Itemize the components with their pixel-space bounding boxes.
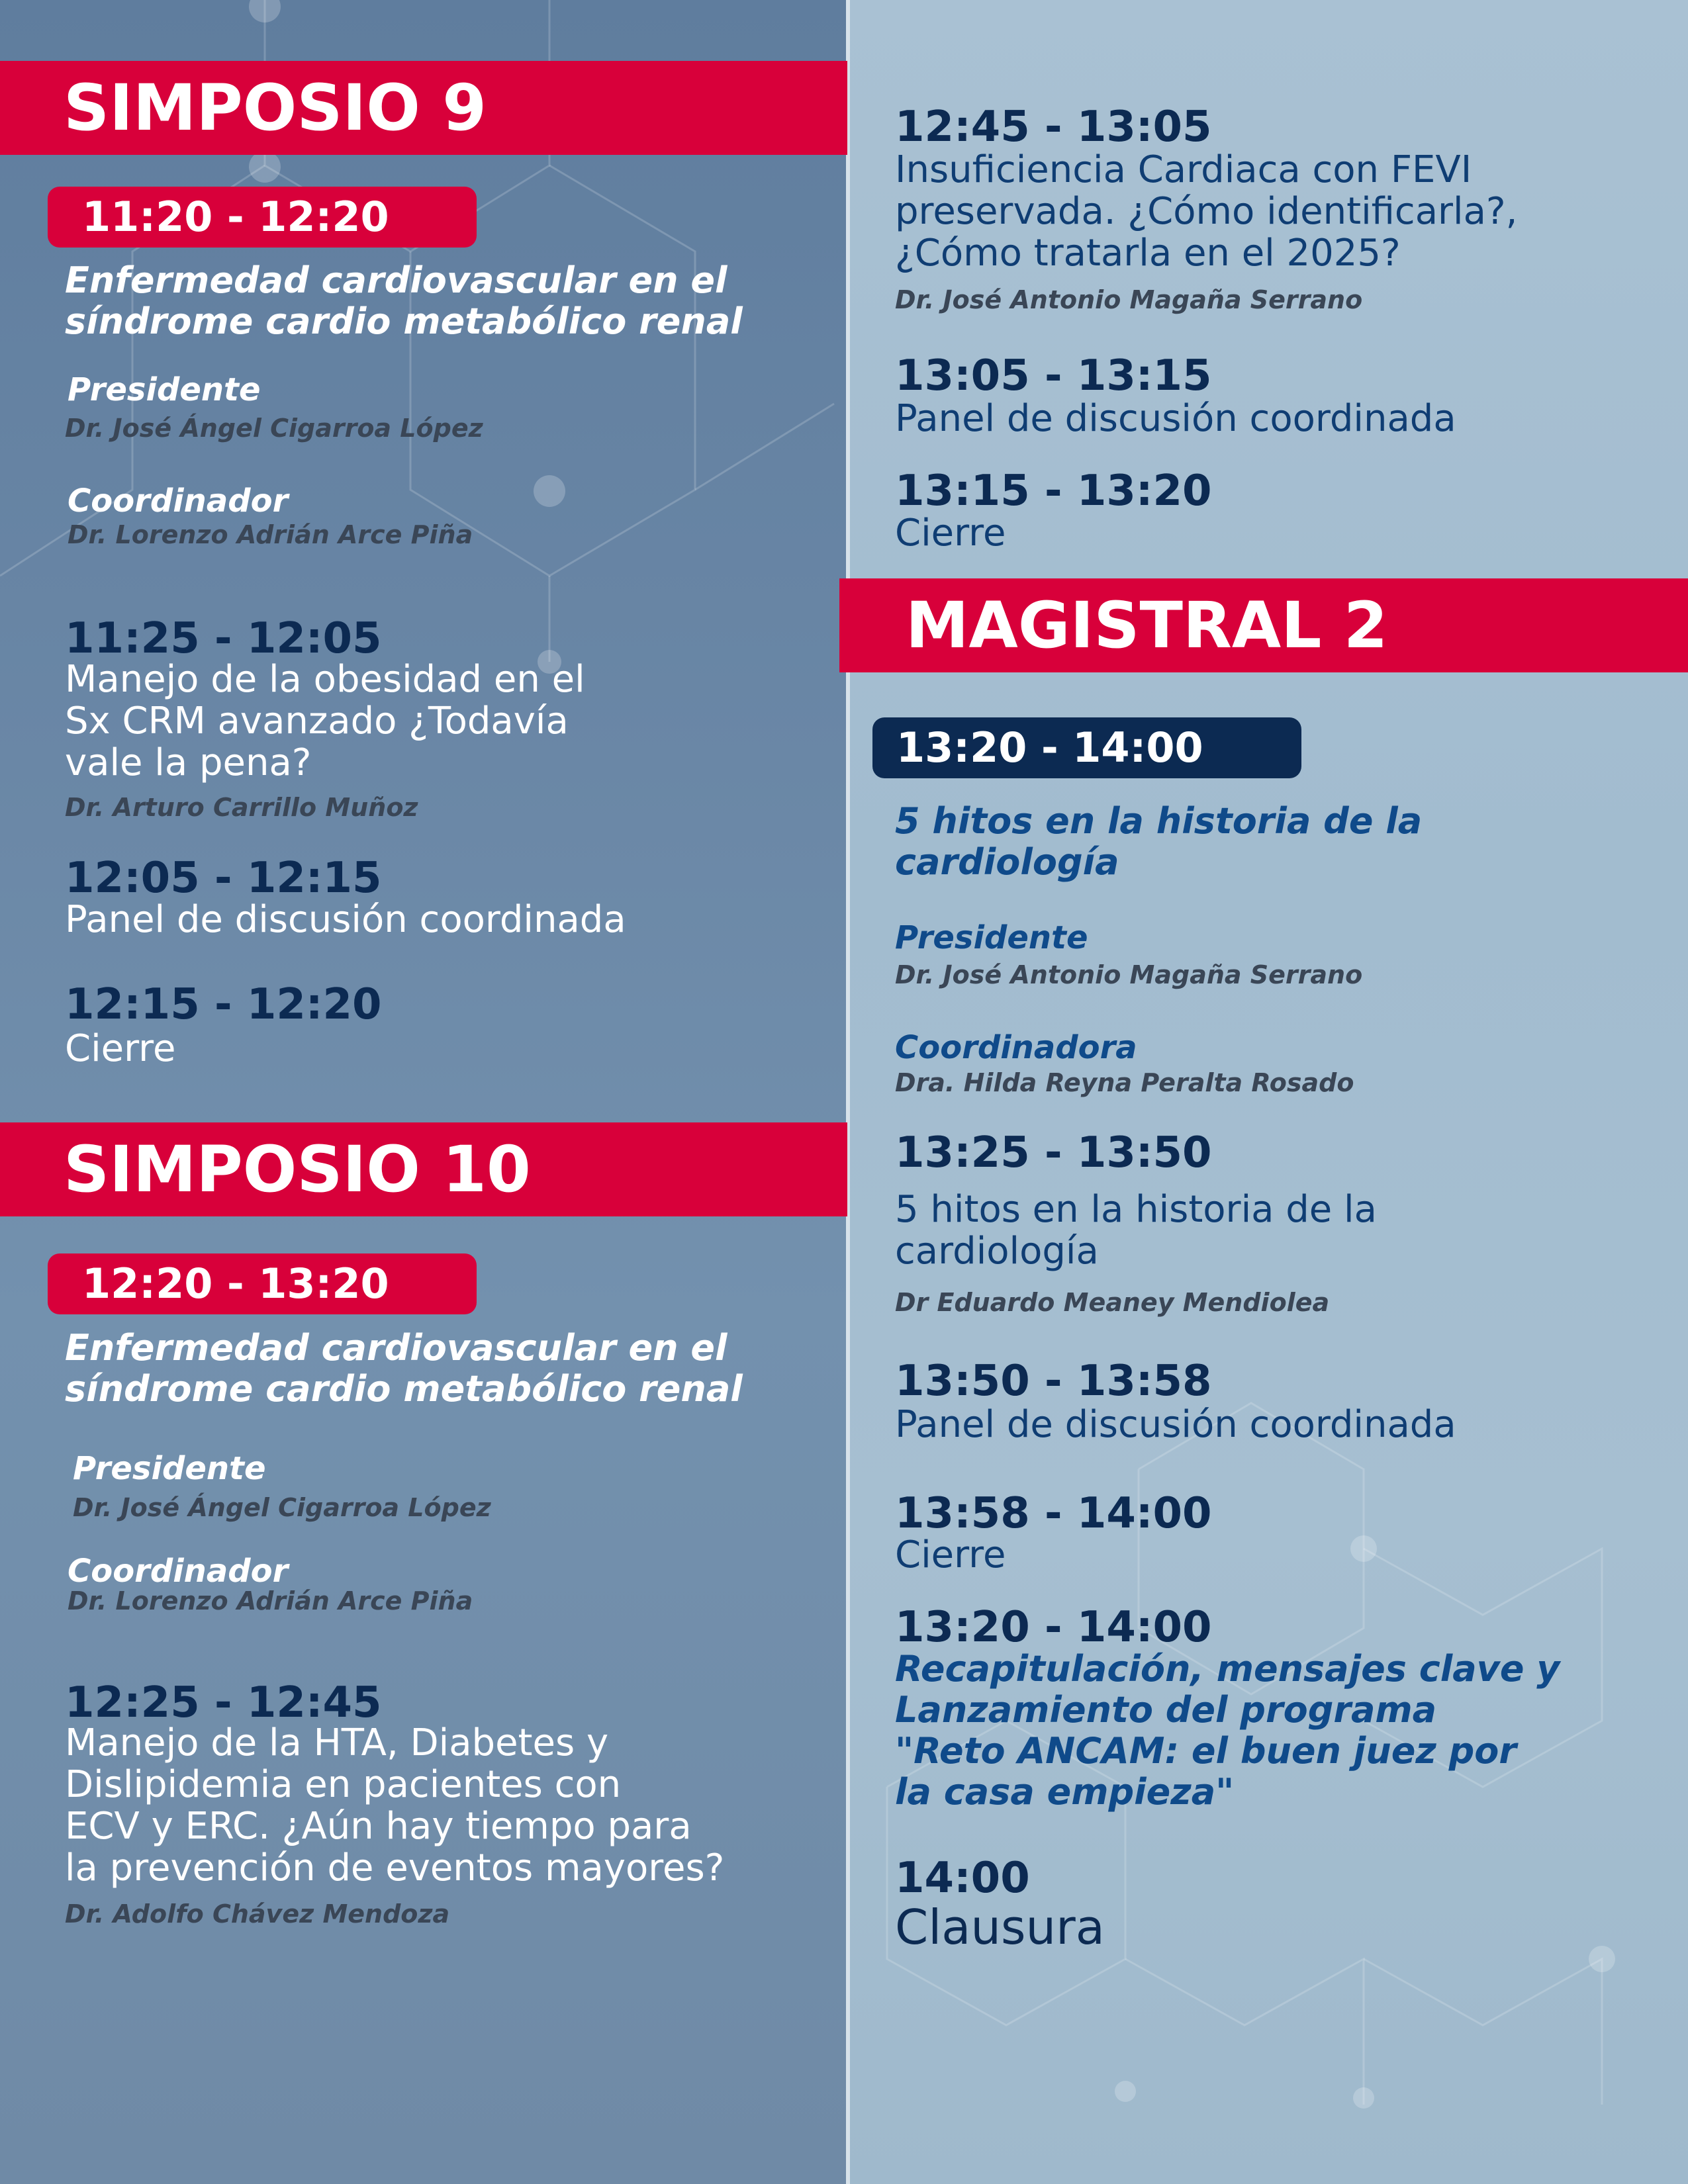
magistral-2-time-pill: 13:20 - 14:00: [872, 717, 1301, 778]
magistral-2-president-name: Dr. José Antonio Magaña Serrano: [895, 960, 1363, 989]
right-top-item-2-time: 13:05 - 13:15: [895, 351, 1212, 400]
right-top-item-1-line-3: ¿Cómo tratarla en el 2025?: [895, 232, 1401, 275]
simposio-9-item-1-time: 11:25 - 12:05: [65, 614, 382, 663]
simposio-10-president-label: Presidente: [73, 1450, 266, 1487]
magistral-2-topic-line-2: cardiología: [895, 841, 1119, 883]
simposio-10-item-1-line-2: Dislipidemia en pacientes con: [65, 1763, 622, 1806]
simposio-10-item-1-time: 12:25 - 12:45: [65, 1678, 382, 1727]
magistral-2-item-4-line-2: Lanzamiento del programa: [895, 1689, 1437, 1731]
simposio-10-item-1-speaker: Dr. Adolfo Chávez Mendoza: [65, 1899, 450, 1929]
right-top-item-2-line-1: Panel de discusión coordinada: [895, 397, 1456, 440]
right-top-item-3-time: 13:15 - 13:20: [895, 467, 1212, 516]
right-top-item-1-speaker: Dr. José Antonio Magaña Serrano: [895, 285, 1363, 314]
simposio-9-item-3-line-1: Cierre: [65, 1027, 176, 1070]
magistral-2-item-4-line-3: "Reto ANCAM: el buen juez por: [895, 1730, 1517, 1772]
magistral-2-item-1-time: 13:25 - 13:50: [895, 1128, 1212, 1177]
simposio-9-item-1-line-1: Manejo de la obesidad en el: [65, 658, 585, 701]
simposio-9-item-2-time: 12:05 - 12:15: [65, 854, 382, 903]
magistral-2-item-5-line-1: Clausura: [895, 1899, 1105, 1955]
simposio-9-item-1-line-2: Sx CRM avanzado ¿Todavía: [65, 700, 569, 743]
simposio-9-topic-line-2: síndrome cardio metabólico renal: [65, 300, 743, 342]
simposio-10-topic-line-1: Enfermedad cardiovascular en el: [65, 1327, 727, 1369]
magistral-2-item-3-line-1: Cierre: [895, 1533, 1006, 1576]
simposio-9-time-pill: 11:20 - 12:20: [48, 187, 477, 248]
simposio-9-item-2-line-1: Panel de discusión coordinada: [65, 898, 626, 941]
magistral-2-coordinator-name: Dra. Hilda Reyna Peralta Rosado: [895, 1068, 1354, 1097]
magistral-2-item-4-line-4: la casa empieza": [895, 1771, 1235, 1813]
simposio-10-item-1-line-4: la prevención de eventos mayores?: [65, 1846, 725, 1889]
magistral-2-item-2-line-1: Panel de discusión coordinada: [895, 1403, 1456, 1446]
magistral-2-item-2-time: 13:50 - 13:58: [895, 1357, 1212, 1406]
magistral-2-item-3-time: 13:58 - 14:00: [895, 1489, 1212, 1538]
simposio-10-coordinator-name: Dr. Lorenzo Adrián Arce Piña: [68, 1586, 473, 1615]
simposio-9-coordinator-label: Coordinador: [68, 482, 289, 520]
right-top-item-1-line-1: Insuficiencia Cardiaca con FEVI: [895, 148, 1472, 191]
magistral-2-topic-line-1: 5 hitos en la historia de la: [895, 800, 1423, 842]
magistral-2-item-4-line-1: Recapitulación, mensajes clave y: [895, 1648, 1560, 1690]
simposio-10-banner: SIMPOSIO 10: [0, 1122, 847, 1216]
simposio-9-banner: SIMPOSIO 9: [0, 61, 847, 155]
magistral-2-banner: MAGISTRAL 2: [839, 578, 1688, 672]
simposio-10-item-1-line-3: ECV y ERC. ¿Aún hay tiempo para: [65, 1805, 692, 1848]
simposio-10-topic-line-2: síndrome cardio metabólico renal: [65, 1368, 743, 1410]
simposio-9-president-name: Dr. José Ángel Cigarroa López: [65, 414, 483, 443]
magistral-2-coordinator-label: Coordinadora: [895, 1029, 1137, 1066]
simposio-9-item-1-line-3: vale la pena?: [65, 741, 312, 784]
simposio-10-president-name: Dr. José Ángel Cigarroa López: [73, 1493, 491, 1522]
simposio-10-coordinator-label: Coordinador: [68, 1553, 289, 1590]
right-top-item-1-line-2: preservada. ¿Cómo identificarla?,: [895, 190, 1518, 233]
right-top-item-1-time: 12:45 - 13:05: [895, 103, 1212, 152]
simposio-9-coordinator-name: Dr. Lorenzo Adrián Arce Piña: [68, 520, 473, 549]
simposio-9-item-1-speaker: Dr. Arturo Carrillo Muñoz: [65, 793, 418, 822]
simposio-9-topic-line-1: Enfermedad cardiovascular en el: [65, 259, 727, 301]
simposio-9-president-label: Presidente: [68, 371, 261, 408]
simposio-9-item-3-time: 12:15 - 12:20: [65, 980, 382, 1029]
simposio-10-item-1-line-1: Manejo de la HTA, Diabetes y: [65, 1721, 609, 1764]
magistral-2-president-label: Presidente: [895, 919, 1088, 956]
simposio-10-time-pill: 12:20 - 13:20: [48, 1253, 477, 1314]
right-top-item-3-line-1: Cierre: [895, 512, 1006, 555]
magistral-2-item-1-line-2: cardiología: [895, 1230, 1099, 1273]
magistral-2-item-5-time: 14:00: [895, 1854, 1030, 1903]
magistral-2-item-1-line-1: 5 hitos en la historia de la: [895, 1188, 1377, 1231]
magistral-2-item-1-speaker: Dr Eduardo Meaney Mendiolea: [895, 1288, 1330, 1317]
magistral-2-item-4-time: 13:20 - 14:00: [895, 1603, 1212, 1652]
